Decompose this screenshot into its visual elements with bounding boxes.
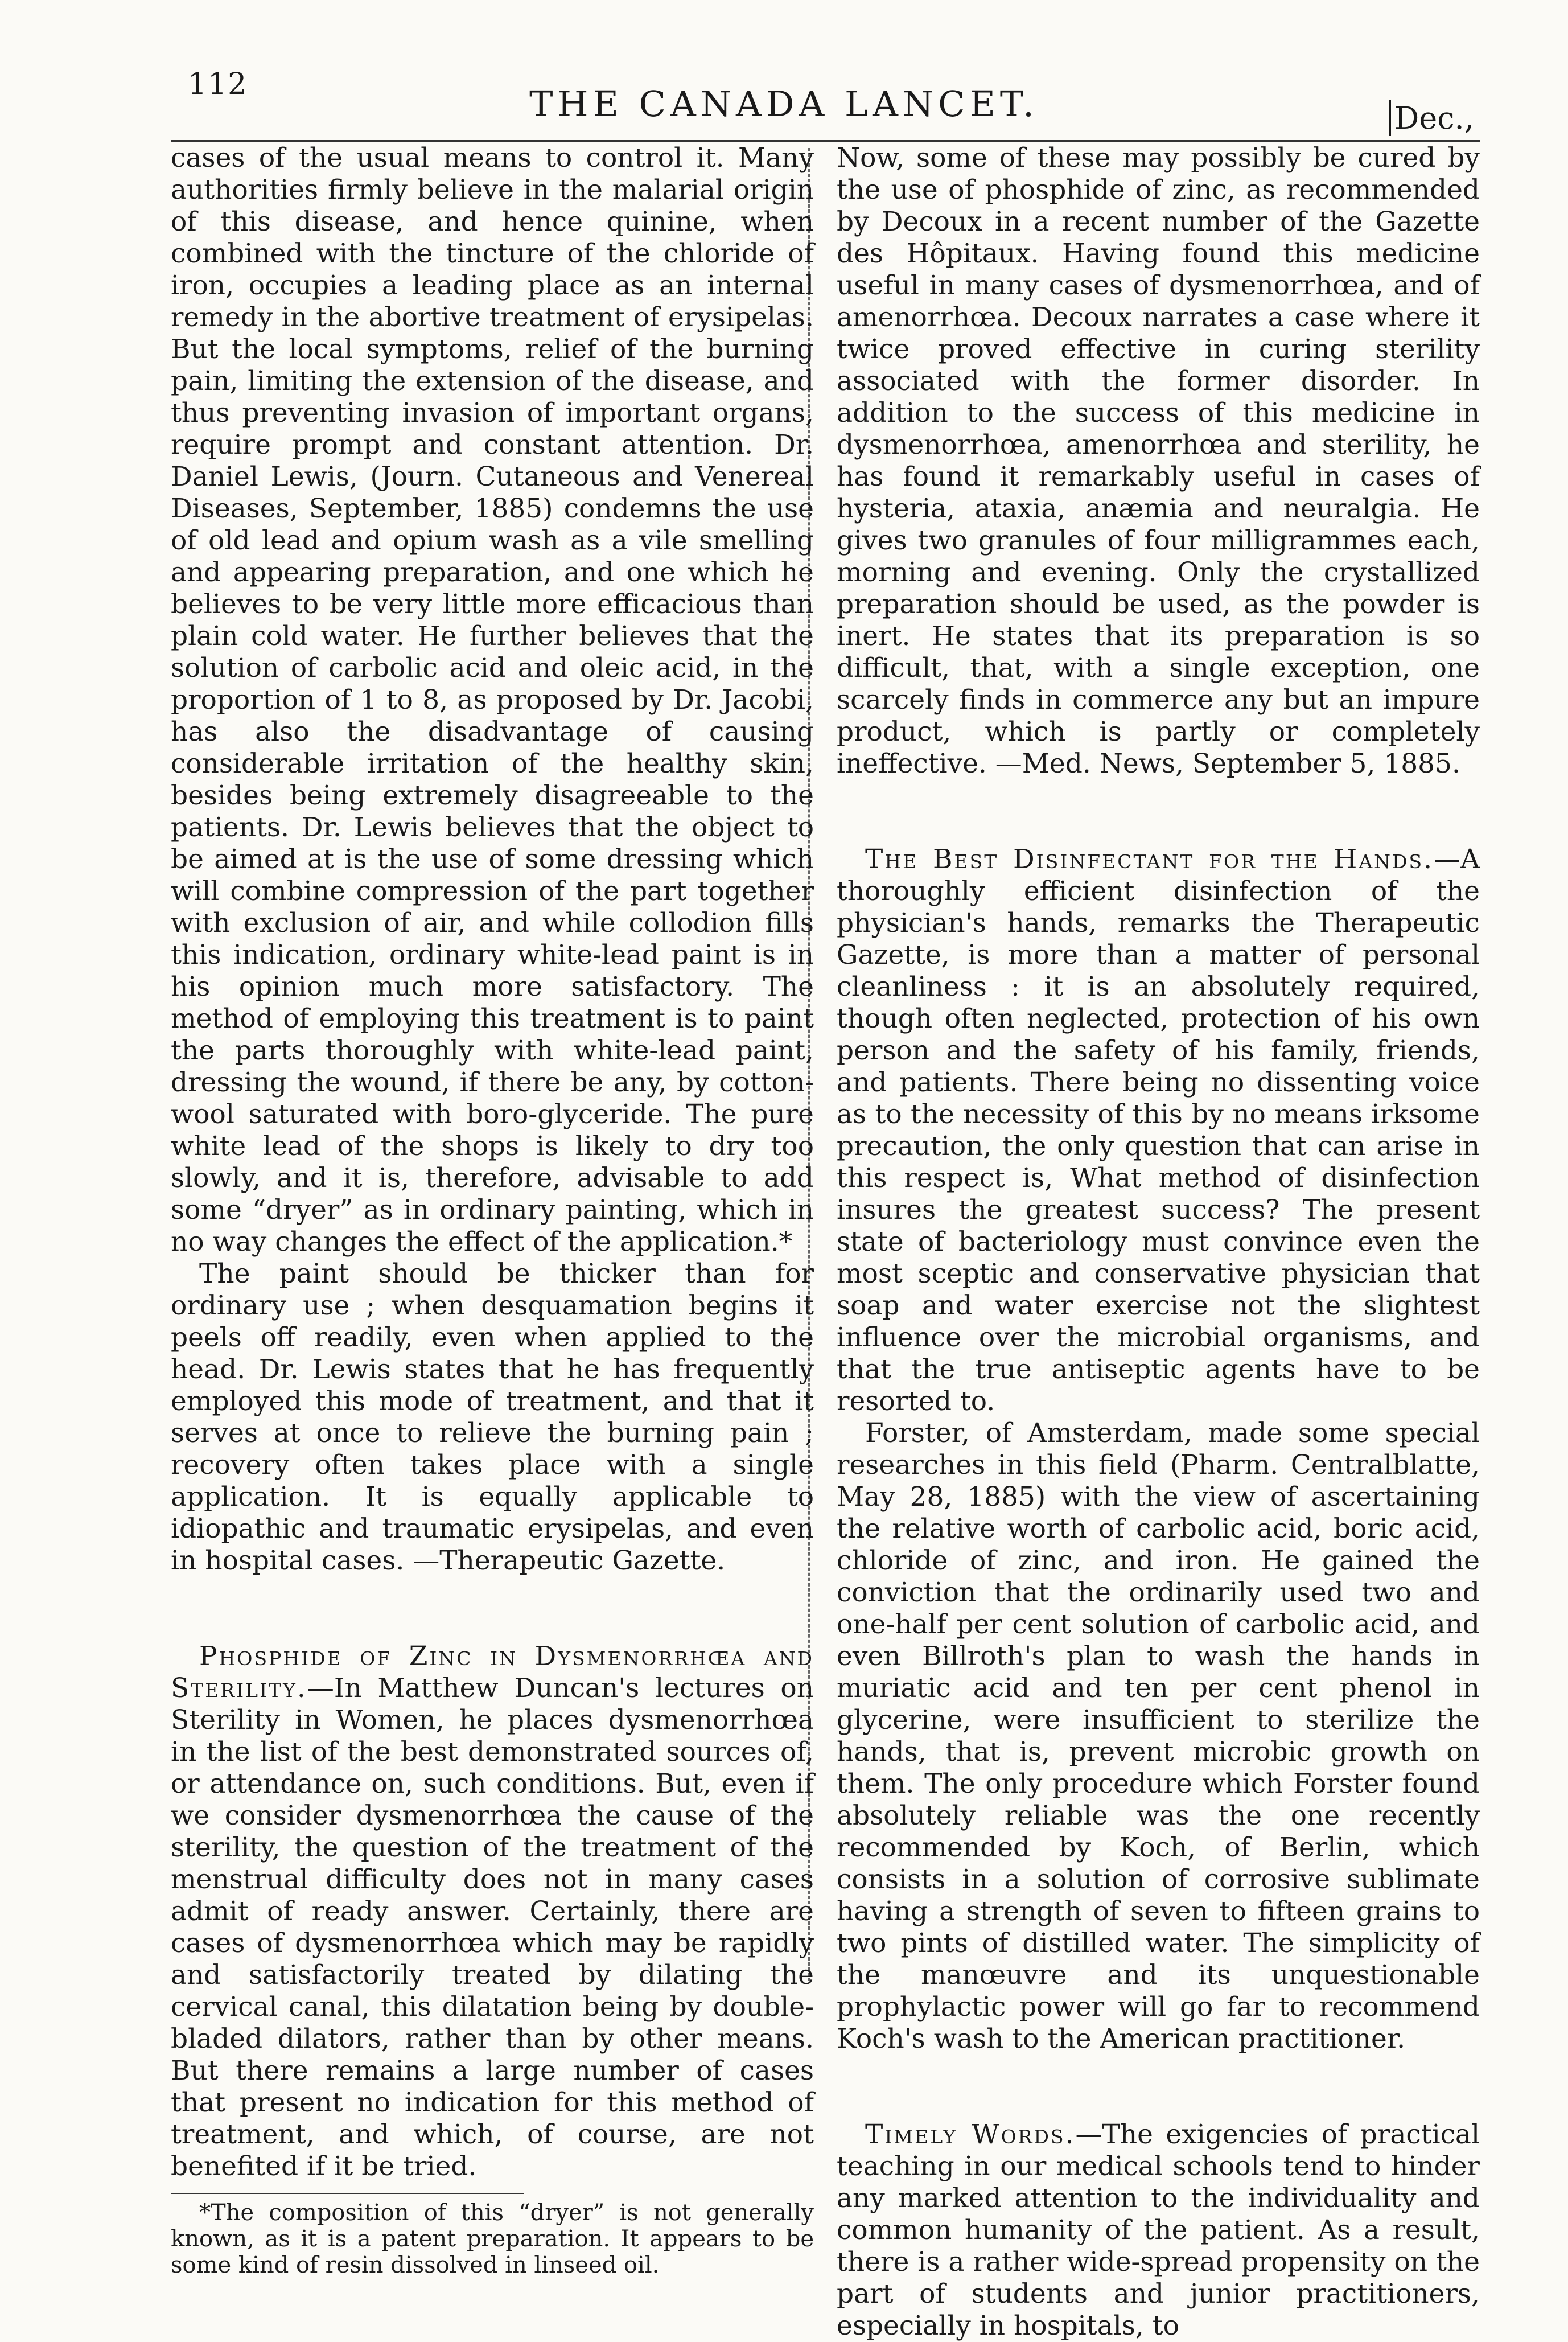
journal-title: THE CANADA LANCET. — [529, 83, 1039, 125]
footnote: *The composition of this “dryer” is not generally known, as it is a patent preparation. It appears to be some kind of resin dissolved in linseed oil. — [171, 2200, 814, 2278]
phosphide-body: —In Matthew Duncan's lectures on Sterility in Women, he places dysmenorrhœa in the list of the best demonstrated sources of, or attendance on, such conditions. But, even if we consider dysmenorrhœa the cause of the sterility, the question of the treatment of the menstrual difficulty does not in many cases admit of ready answer. Certainly, there are cases of dysmenorrhœa which may be rapidly and satisfactorily treated by dilating the cervical canal, this dilatation being by double-bladed dilators, rather than by other means. But there remains a large number of cases that present no indication for this method of treatment, and which, of course, are not benefited if it be tried. — [171, 1673, 814, 2182]
issue-month-label: Dec., — [1389, 100, 1474, 136]
header-rule — [171, 140, 1480, 142]
disinfectant-article — [837, 844, 1480, 1417]
issue-month — [1389, 100, 1474, 136]
erysipelas-paragraph: cases of the usual means to control it. Many authorities firmly believe in the malarial origin of this disease, and hence quinine, when combined with the tincture of the chloride of iron, occupies a leading place as an internal remedy in the abortive treatment of erysipelas. But the local symptoms, relief of the burning pain, limiting the extension of the disease, and thus preventing invasion of important organs, require prompt and constant attention. Dr. Daniel Lewis, (Journ. Cutaneous and Venereal Diseases, September, 1885) condemns the use of old lead and opium wash as a vile smelling and appearing preparation, and one which he believes to be very little more efficacious than plain cold water. He further believes that the solution of carbolic acid and oleic acid, in the proportion of 1 to 8, as proposed by Dr. Jacobi, has also the disadvantage of causing considerable irritation of the healthy skin, besides being extremely disagreeable to the patients. Dr. Lewis believes that the object to be aimed at is the use of some dressing which will combine compression of the part together with exclusion of air, and while collodion fills this indication, ordinary white-lead paint is in his opinion much more satisfactory. The method of employing this treatment is to paint the parts thoroughly with white-lead paint, dressing the wound, if there be any, by cotton-wool saturated with boro-glyceride. The pure white lead of the shops is likely to dry too slowly, and it is, therefore, advisable to add some “dryer” as in ordinary painting, which in no way changes the effect of the application.* — [171, 142, 814, 1258]
disinfectant-body: —A thoroughly efficient disinfection of the physician's hands, remarks the Therapeutic Gazette, is more than a matter of personal cleanliness : it is an absolutely required, though often neglected, protection of his own person and the safety of his family, friends, and patients. There being no dissenting voice as to the necessity of this by no means irksome precaution, the only question that can arise in this respect is, What method of disinfection insures the greatest success? The present state of bacteriology must convince even the most sceptic and conservative physician that soap and water exercise not the slightest influence over the microbial organisms, and that the true antiseptic agents have to be resorted to. — [837, 844, 1480, 1417]
timely-words-body: —The exigencies of practical teaching in our medical schools tend to hinder any marked attention to the individuality and common humanity of the patient. As a result, there is a rather wide-spread propensity on the part of students and junior practitioners, especially in hospitals, to — [837, 2119, 1480, 2341]
phosphide-heading: Phosphide of Zinc in Dysmenorrhœa and Sterility. — [171, 1641, 814, 1704]
disinfectant-heading: The Best Disinfectant for the Hands. — [865, 844, 1434, 875]
phosphide-continuation: Now, some of these may possibly be cured by the use of phosphide of zinc, as recommended by Decoux in a recent number of the Gazette des Hôpitaux. Having found this medicine useful in many cases of dysmenorrhœa, and of amenorrhœa. Decoux narrates a case where it twice proved effective in curing sterility associated with the former disorder. In addition to the success of this medicine in dysmenorrhœa, amenorrhœa and sterility, he has found it remarkably useful in cases of hysteria, ataxia, anæmia and neuralgia. He gives two granules of four milligrammes each, morning and evening. Only the crystallized preparation should be used, as the powder is inert. He states that its preparation is so difficult, that, with a single exception, one scarcely finds in commerce any but an impure product, which is partly or completely ineffective. —Med. News, September 5, 1885. — [837, 142, 1480, 779]
left-column — [171, 142, 814, 2278]
forster-paragraph: Forster, of Amsterdam, made some special researches in this field (Pharm. Centralblatte, May 28, 1885) with the view of ascertaining the relative worth of carbolic acid, boric acid, chloride of zinc, and iron. He gained the conviction that the ordinarily used two and one-half per cent solution of carbolic acid, and even Billroth's plan to wash the hands in muriatic acid and ten per cent phenol in glycerine, were insufficient to sterilize the hands, that is, prevent microbic growth on them. The only procedure which Forster found absolutely reliable was the one recently recommended by Koch, of Berlin, which consists in a solution of corrosive sublimate having a strength of seven to fifteen grains to two pints of distilled water. The simplicity of the manœuvre and its unquestionable prophylactic power will go far to recommend Koch's wash to the American practitioner. — [837, 1417, 1480, 2055]
timely-words-article — [837, 2119, 1480, 2342]
footnote-rule — [171, 2193, 524, 2194]
phosphide-article — [171, 1641, 814, 2183]
timely-words-heading: Timely Words. — [865, 2119, 1076, 2150]
page-number: 112 — [188, 67, 248, 101]
paint-paragraph: The paint should be thicker than for ordinary use ; when desquamation begins it peels off readily, even when applied to the head. Dr. Lewis states that he has frequently employed this mode of treatment, and that it serves at once to relieve the burning pain ; recovery often takes place with a single application. It is equally applicable to idiopathic and traumatic erysipelas, and even in hospital cases. —Therapeutic Gazette. — [171, 1258, 814, 1576]
right-column — [837, 142, 1480, 2342]
